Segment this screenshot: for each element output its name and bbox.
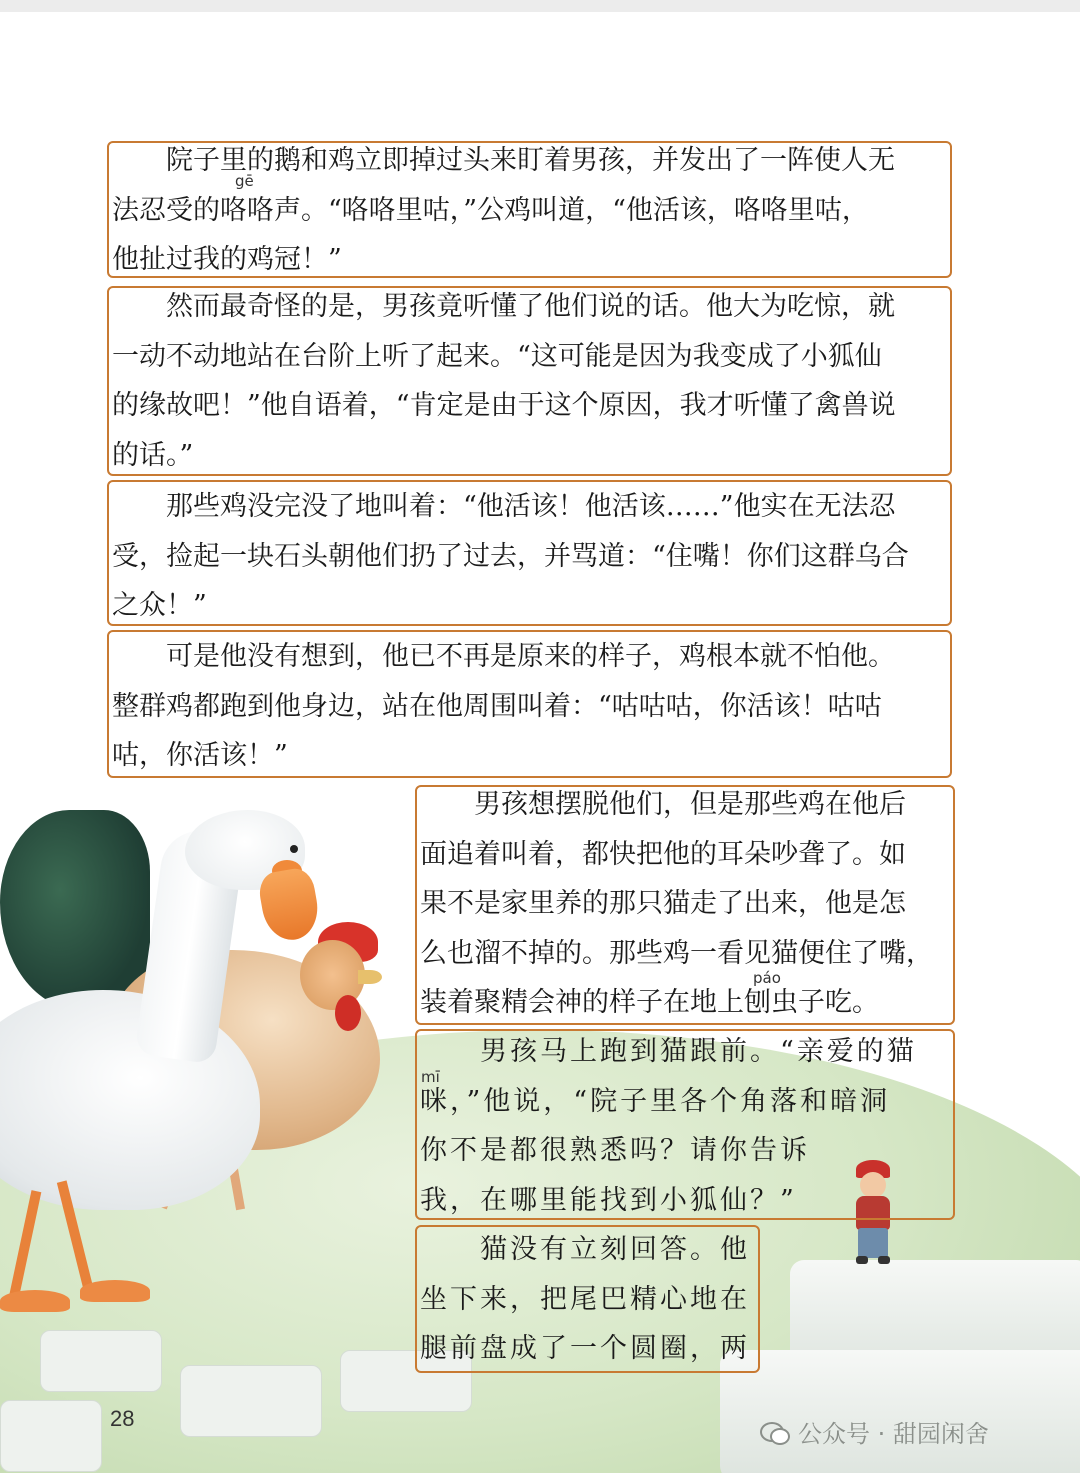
text-line: 面追着叫着，都快把他的耳朵吵聋了。如 (420, 838, 906, 870)
text-line: 法忍受的咯咯声。“咯咯里咕，”公鸡叫道，“他活该，咯咯里咕， (112, 194, 869, 226)
pinyin-annotation: páo (753, 969, 781, 987)
paragraph-7 (420, 1225, 750, 1374)
paragraph-box-4 (107, 630, 952, 778)
goose-foot (0, 1290, 70, 1312)
pinyin-annotation: mī (421, 1068, 440, 1086)
text-line: 咪，”他说，“院子里各个角落和暗洞 (420, 1085, 891, 1117)
text-line: 坐下来，把尾巴精心地在 (420, 1283, 750, 1315)
text-line: 猫没有立刻回答。他 (420, 1234, 750, 1265)
boy-pants (858, 1228, 888, 1258)
text-line: 果不是家里养的那只猫走了出来，他是怎 (420, 888, 906, 919)
rooster-beak (358, 970, 382, 984)
goose-foot (80, 1280, 150, 1302)
text-line: 么也溜不掉的。那些鸡一看见猫便住了嘴， (420, 937, 933, 969)
paragraph-box-5 (415, 785, 955, 1025)
text-line: 受，捡起一块石头朝他们扔了过去，并骂道：“住嘴！你们这群乌合 (112, 540, 909, 572)
paragraph-box-1 (107, 141, 952, 278)
top-bar (0, 0, 1080, 12)
text-line: 院子里的鹅和鸡立即掉过头来盯着男孩，并发出了一阵使人无 (112, 145, 895, 176)
paragraph-box-3 (107, 480, 952, 626)
pinyin-annotation: gē (235, 172, 254, 190)
path-stone (40, 1330, 162, 1392)
path-stone (180, 1365, 322, 1437)
paragraph-4 (112, 632, 895, 781)
paragraph-3 (112, 482, 909, 631)
paragraph-5 (420, 780, 933, 1028)
text-line: 的话。” (112, 439, 194, 471)
text-line: 腿前盘成了一个圆圈，两 (420, 1333, 750, 1364)
goose-eye (290, 845, 298, 853)
goose-beak (256, 866, 322, 944)
boy-shoe (856, 1256, 868, 1264)
watermark-text: 公众号 · 甜园闲舍 (798, 1420, 989, 1448)
text-line: 整群鸡都跑到他身边，站在他周围叫着：“咕咕咕，你活该！咕咕 (112, 690, 882, 722)
text-line: 一动不动地站在台阶上听了起来。“这可能是因为我变成了小狐仙 (112, 340, 882, 372)
text-line: 他扯过我的鸡冠！” (112, 244, 342, 275)
boy-shoe (878, 1256, 890, 1264)
wechat-icon (760, 1420, 790, 1444)
text-line: 那些鸡没完没了地叫着：“他活该！他活该……”他实在无法忍 (112, 491, 896, 522)
text-line: 你不是都很熟悉吗？请你告诉 (420, 1135, 810, 1166)
page-number: 28 (110, 1406, 135, 1431)
text-line: 男孩马上跑到猫跟前。“亲爱的猫 (420, 1036, 917, 1067)
text-line: 我，在哪里能找到小狐仙？” (420, 1184, 797, 1216)
text-line: 装着聚精会神的样子在地上刨虫子吃。 (420, 987, 879, 1018)
text-line: 之众！” (112, 590, 207, 621)
stone-step (720, 1350, 1080, 1473)
watermark (760, 1414, 989, 1449)
paragraph-box-7 (415, 1225, 760, 1373)
rooster-wattle (335, 995, 361, 1031)
rooster-tail (0, 810, 150, 1010)
paragraph-box-2 (107, 286, 952, 476)
text-line: 的缘故吧！”他自语着，“肯定是由于这个原因，我才听懂了禽兽说 (112, 390, 896, 421)
paragraph-1 (112, 136, 895, 285)
paragraph-box-6 (415, 1029, 955, 1220)
path-stone (0, 1400, 102, 1472)
text-line: 可是他没有想到，他已不再是原来的样子，鸡根本就不怕他。 (112, 641, 895, 672)
text-line: 男孩想摆脱他们，但是那些鸡在他后 (420, 789, 906, 820)
paragraph-6 (420, 1027, 917, 1225)
text-line: 咕，你活该！” (112, 740, 288, 771)
text-line: 然而最奇怪的是，男孩竟听懂了他们说的话。他大为吃惊，就 (112, 291, 895, 322)
paragraph-2 (112, 282, 896, 480)
